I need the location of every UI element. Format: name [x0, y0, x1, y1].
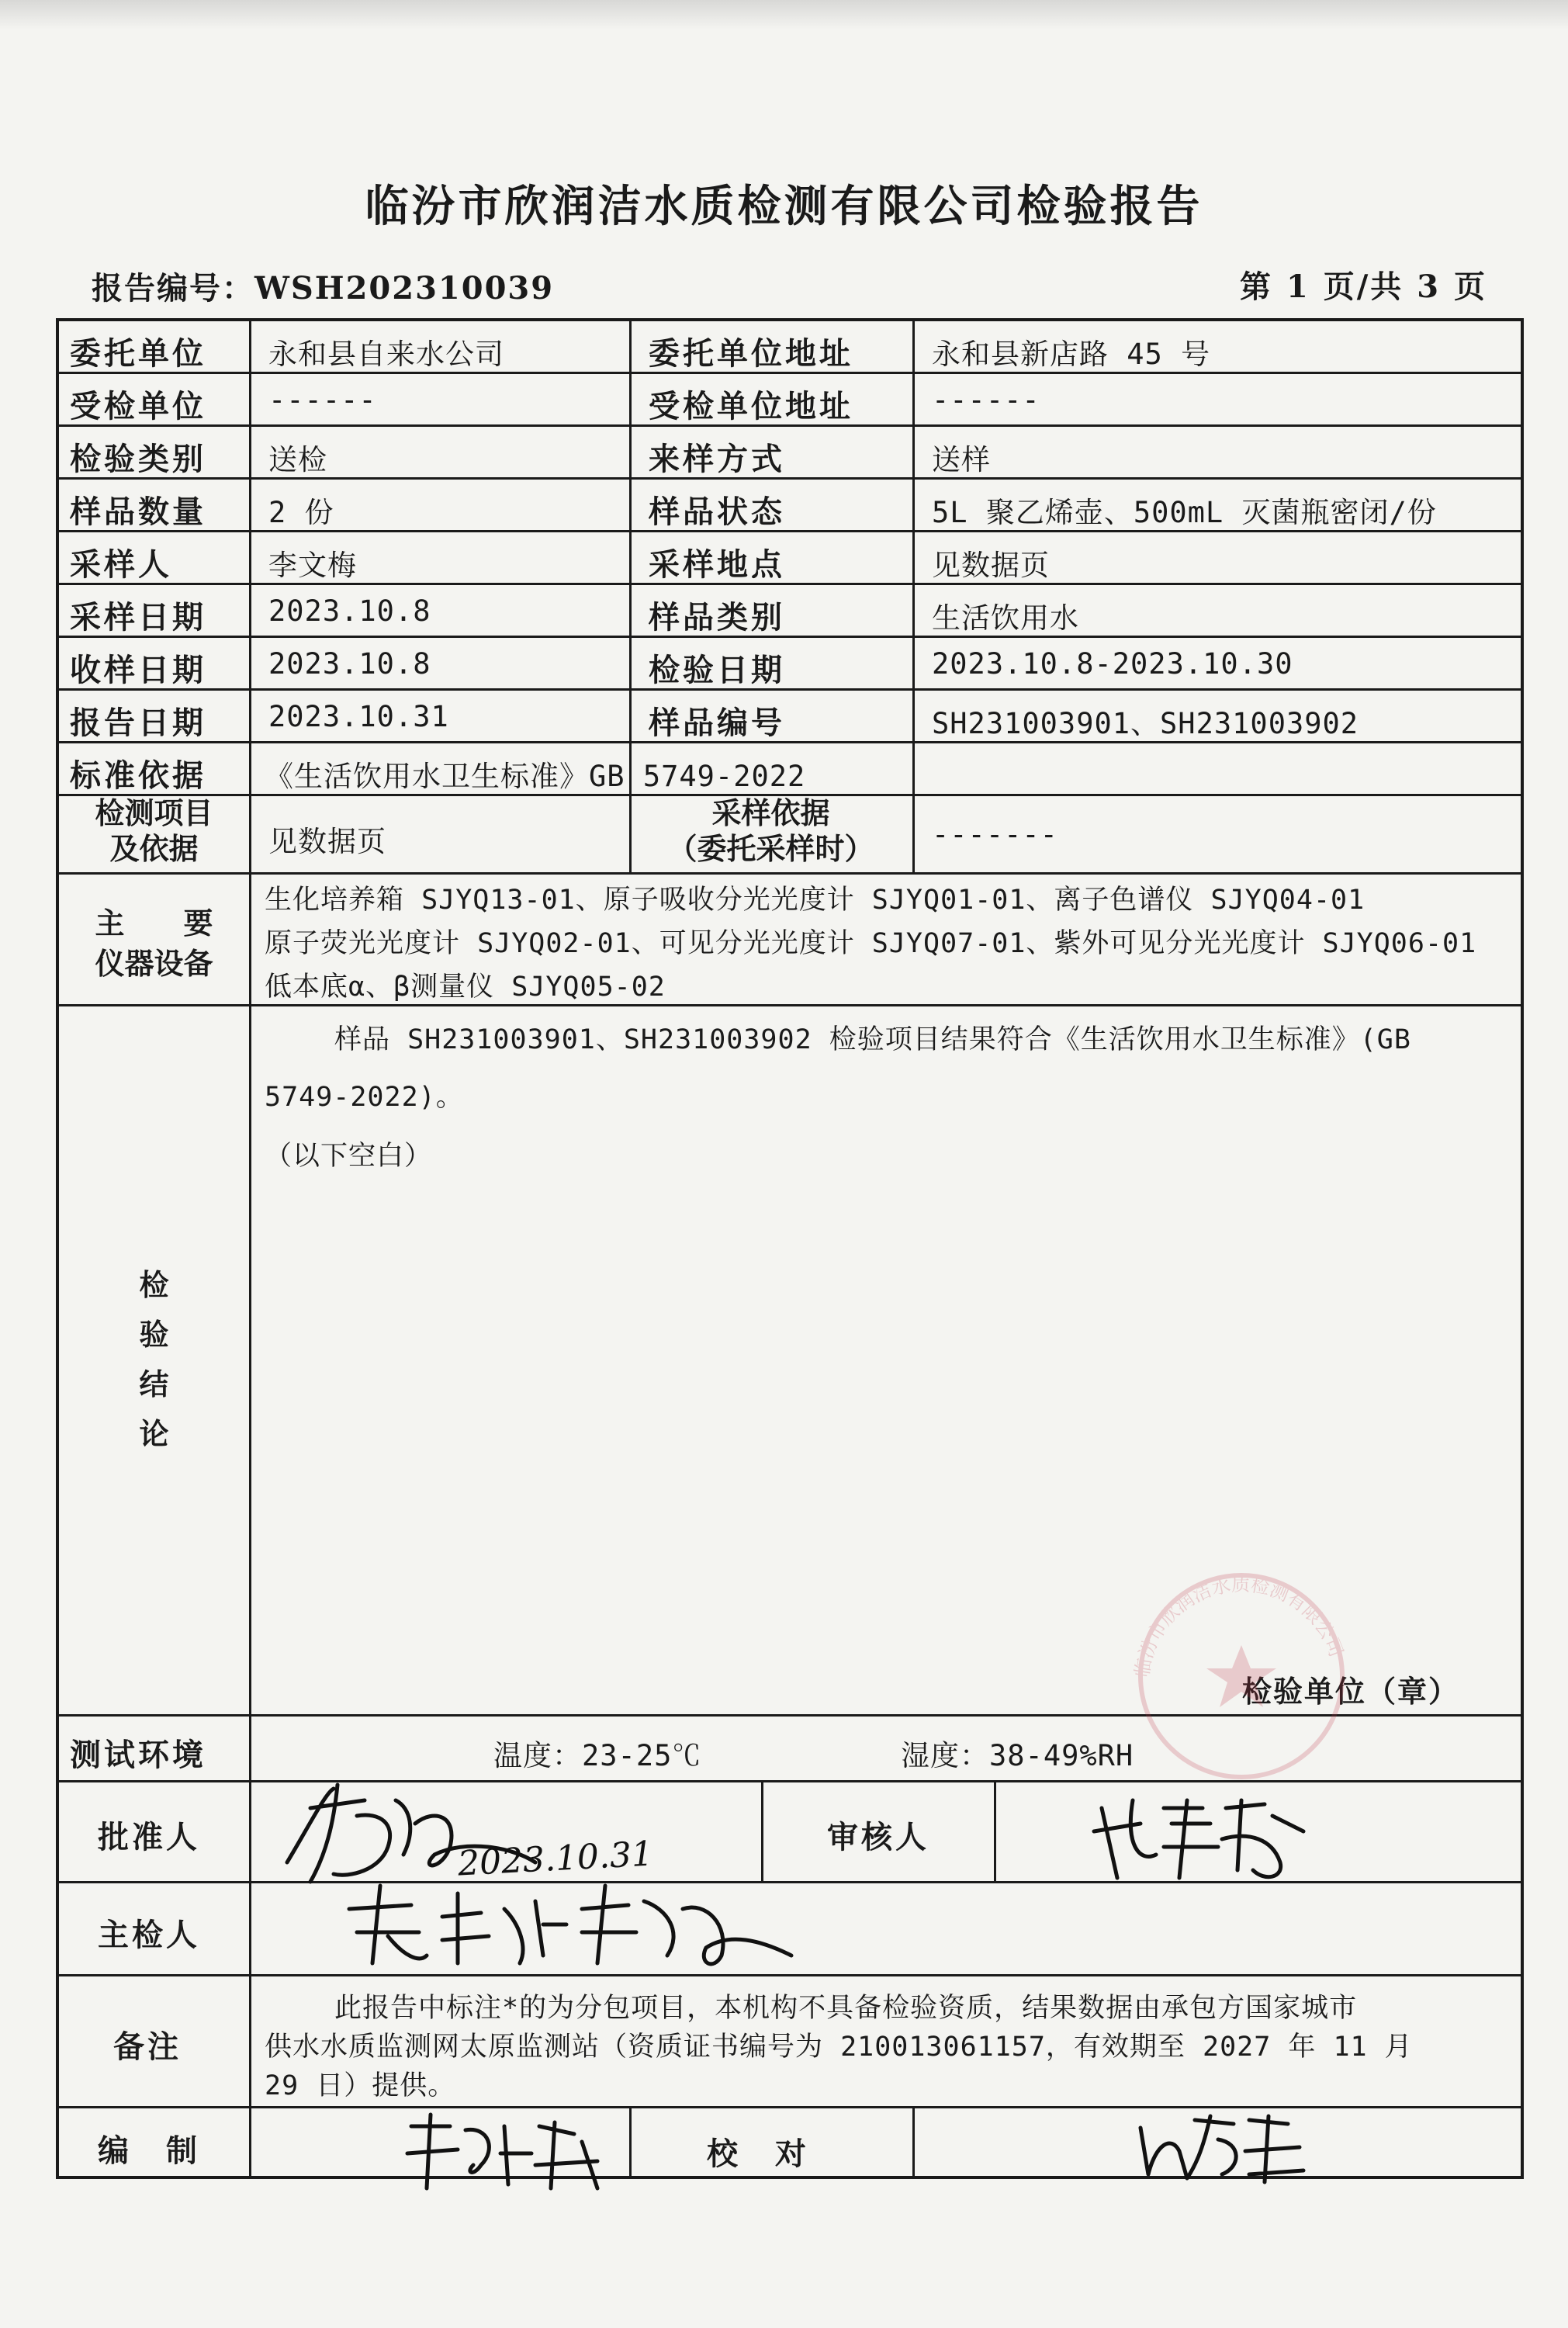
blank-below-note: （以下空白） [265, 1141, 433, 1172]
inspector-signatures [341, 1878, 807, 1979]
humidity-value: 湿度：38-49%RH [901, 1739, 1134, 1772]
stamp-text: 临汾市欣润洁水质检测有限公司 [1130, 1573, 1348, 1679]
conclusion-label [59, 1260, 249, 1459]
report-number-label: 报告编号： [92, 270, 254, 307]
reviewer-label: 审核人 [827, 1819, 929, 1855]
test-environment-label: 测试环境 [70, 1737, 206, 1773]
equipment-label [59, 903, 249, 984]
inspected-unit-value: ------ [268, 383, 377, 417]
entrusting-unit-label: 委托单位 [70, 335, 206, 372]
conclusion-label-char: 验 [139, 1317, 169, 1352]
standard-label: 标准依据 [70, 757, 206, 794]
column-divider [629, 2106, 632, 2179]
conclusion-label-char: 论 [139, 1416, 169, 1451]
inspection-type-label: 检验类别 [70, 441, 206, 477]
equipment-label-line2: 仪器设备 [95, 946, 213, 981]
remarks-line: 此报告中标注*的为分包项目，本机构不具备检验资质，结果数据由承包方国家城市 [334, 1993, 1358, 2024]
scan-shadow [0, 0, 1568, 29]
equipment-line: 生化培养箱 SJYQ13-01、原子吸收分光光度计 SJYQ01-01、离子色谱仪 SJYQ04-01 [265, 885, 1366, 916]
column-divider [912, 2106, 915, 2179]
proofreader-signature [1125, 2105, 1311, 2190]
sample-category-label: 样品类别 [649, 599, 785, 636]
inspected-unit-label: 受检单位 [70, 388, 206, 424]
sampling-basis-label-line2: （委托采样时） [667, 831, 874, 866]
sample-category-value: 生活饮用水 [932, 601, 1079, 635]
remarks-label: 备注 [113, 2028, 182, 2065]
sampling-basis-label-line1: 采样依据 [711, 795, 830, 830]
sampling-basis-label [629, 795, 912, 867]
column-divider [249, 321, 251, 2179]
proofread-by-label: 校 对 [707, 2136, 809, 2172]
prepared-by-label: 编 制 [98, 2132, 200, 2169]
inspection-unit-seal-label: 检验单位（章） [1242, 1674, 1460, 1709]
sample-delivery-label: 来样方式 [649, 441, 785, 477]
column-divider [994, 1780, 996, 1881]
conclusion-text-line2: 5749-2022)。 [265, 1082, 464, 1113]
sample-number-value: SH231003901、SH231003902 [932, 707, 1359, 740]
preparer-signature [396, 2111, 613, 2196]
report-number [92, 264, 554, 308]
report-date-label: 报告日期 [70, 705, 206, 741]
sampling-date-label: 采样日期 [70, 599, 206, 636]
standard-value: 《生活饮用水卫生标准》GB 5749-2022 [265, 760, 806, 793]
conclusion-text-line1: 样品 SH231003901、SH231003902 检验项目结果符合《生活饮用水卫生标准》(GB [334, 1024, 1411, 1055]
sample-quantity-label: 样品数量 [70, 494, 206, 530]
sampling-date-value: 2023.10.8 [268, 594, 431, 628]
conclusion-label-char: 检 [139, 1267, 169, 1302]
entrusting-unit-value: 永和县自来水公司 [268, 338, 504, 371]
chief-inspector-label: 主检人 [98, 1917, 200, 1953]
column-divider [761, 1780, 763, 1881]
column-divider [629, 321, 632, 794]
inspection-date-label: 检验日期 [649, 652, 785, 688]
sample-state-label: 样品状态 [649, 494, 785, 530]
test-items-label-line1: 检测项目 [95, 795, 213, 830]
test-items-label-line2: 及依据 [109, 831, 199, 866]
sampling-basis-value: ------- [932, 818, 1058, 851]
remarks-line: 供水水质监测网太原监测站（资质证书编号为 210013061157，有效期至 2027 年 11 月 [265, 2032, 1413, 2063]
inspection-type-value: 送检 [268, 443, 327, 476]
receipt-date-label: 收样日期 [70, 652, 206, 688]
receipt-date-value: 2023.10.8 [268, 647, 431, 681]
row-divider [59, 636, 1521, 638]
inspection-seal-stamp [1117, 1552, 1366, 1785]
test-items-value: 见数据页 [268, 825, 386, 858]
sample-state-value: 5L 聚乙烯壶、500mL 灭菌瓶密闭/份 [932, 496, 1437, 529]
test-items-label [59, 795, 249, 867]
sampling-location-value: 见数据页 [932, 549, 1050, 582]
approver-label: 批准人 [98, 1819, 200, 1855]
sampler-value: 李文梅 [268, 549, 357, 582]
column-divider [912, 321, 915, 794]
column-divider [912, 794, 915, 872]
entrusting-address-value: 永和县新店路 45 号 [932, 338, 1211, 371]
reviewer-signature [1086, 1785, 1319, 1893]
sample-number-label: 样品编号 [649, 705, 785, 741]
sample-quantity-value: 2 份 [268, 496, 334, 529]
inspected-address-value: ------ [932, 383, 1040, 417]
row-divider [59, 872, 1521, 875]
entrusting-address-label: 委托单位地址 [649, 335, 853, 372]
inspection-date-value: 2023.10.8-2023.10.30 [932, 647, 1293, 681]
equipment-label-line1: 主 要 [95, 906, 213, 941]
approver-signature-date: 2023.10.31 [456, 1834, 655, 1884]
page-indicator: 第 1 页/共 3 页 [1240, 268, 1487, 305]
equipment-line: 低本底α、β测量仪 SJYQ05-02 [265, 972, 666, 1003]
inspected-address-label: 受检单位地址 [649, 388, 853, 424]
report-number-value: WSH202310039 [254, 270, 555, 307]
report-date-value: 2023.10.31 [268, 700, 449, 733]
sample-delivery-value: 送样 [932, 443, 991, 476]
row-divider [59, 688, 1521, 691]
remarks-line: 29 日）提供。 [265, 2070, 456, 2101]
sampler-label: 采样人 [70, 546, 172, 583]
report-title: 临汾市欣润洁水质检测有限公司检验报告 [365, 181, 1203, 232]
sampling-location-label: 采样地点 [649, 546, 785, 583]
conclusion-label-char: 结 [139, 1367, 169, 1401]
row-divider [59, 1004, 1521, 1006]
temperature-value: 温度：23-25℃ [493, 1739, 702, 1772]
equipment-line: 原子荧光光度计 SJYQ02-01、可见分光光度计 SJYQ07-01、紫外可见分光光度计 SJYQ06-01 [265, 928, 1477, 959]
